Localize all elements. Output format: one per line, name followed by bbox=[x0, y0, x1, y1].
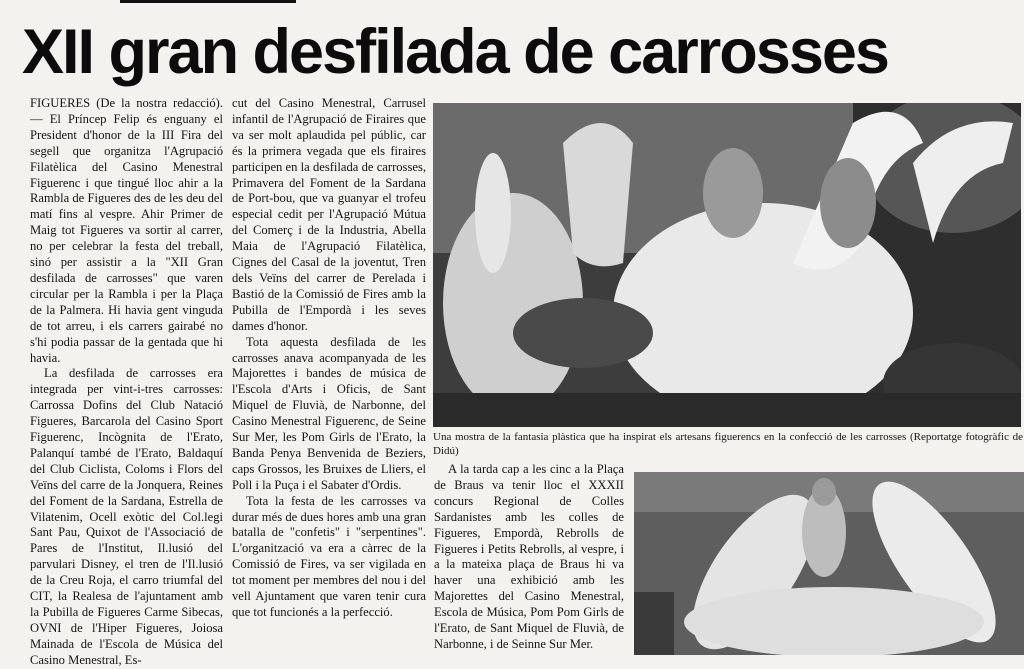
paragraph: cut del Casino Menestral, Carrusel infantil de l'Agrupació de Firaires que va ser molt aplaudida pel públic, car és la primera vegada que els firaires participen en la desfilada de carrosses, Primavera del Foment de la Sardana de Port-bou, que va guanyar el trofeu especial cedit per l'Agrupació Mútua del Comerç i de la Industria, Abella Maia de l'Agrupació Filatèlica, Cignes del Casal de la joventut, Tren dels Veïns del carrer de Perelada i Bastió de la Comissió de Fires amb la Pubilla de l'Empordà i les seves dames d'honor. bbox=[232, 96, 426, 333]
article-column-1 bbox=[30, 96, 223, 669]
paragraph: FIGUERES (De la nostra redacció).— El Príncep Felip és enguany el President d'honor de la III Fira del segell que organitza l'Agrupació Filatèlica del Casino Menestral Figuerenc i que tingué lloc ahir a la Rambla de Figueres des de les deu del matí fins al vespre. Ahir Primer de Maig tot Figueres va sortir al carrer, no per celebrar la festa del treball, sinó per assistir a la "XII Gran desfilada de carrosses" que varen circular per la Rambla i per la Plaça de la Palmera. Hi havia gent vinguda de tot arreu, i els carrers gairabé no s'hi podia passar de la gentada que hi havia. bbox=[30, 96, 223, 365]
photo-caption: Una mostra de la fantasia plàstica que ha inspirat els artesans figuerencs en la confecció de les carrosses (Reportatge fotogràfic de Didú) bbox=[433, 431, 1023, 457]
paragraph: Tota aquesta desfilada de les carrosses anava acompanyada de les Majorettes i bandes de música de l'Escola d'Arts i Oficis, de Sant Miquel de Fluvià, de Narbonne, del Casino Menestral Figuerenc, de Seine Sur Mer, les Pom Girls de l'Erato, la Banda Penya Benvenida de Beziers, caps Grossos, les Bruixes de Lliers, el Poll i la Puça i el Sabater d'Ordis. bbox=[232, 334, 426, 492]
parade-float-photo bbox=[433, 103, 1021, 427]
sardana-float-photo bbox=[634, 472, 1024, 655]
paragraph: Tota la festa de les carrosses va durar més de dues hores amb una gran batalla de "confetis" i "serpentines". L'organització va era a càrrec de la Comissió de Fires, va ser vigilada en tot moment per membres del nou i del vell Ajuntament que varen tenir cura que tot funcionés a la perfecció. bbox=[232, 493, 426, 619]
article-column-2 bbox=[232, 96, 426, 621]
article-column-3 bbox=[434, 462, 624, 653]
paragraph: A la tarda cap a les cinc a la Plaça de Braus va tenir lloc el XXXII concurs Regional de Colles Sardanistes amb les colles de Figueres, Empordà, Rebrolls de Figueres i Petits Rebrolls, al vespre, i a la mateixa plaça de Braus hi va haver una exhibició amb les Majorettes del Casino Menestral, Escola de Música, Pom Pom Girls de l'Erato, de Sant Miquel de Fluvià, de Narbonne, i de Seinne Sur Mer. bbox=[434, 462, 624, 651]
top-rule bbox=[120, 0, 296, 3]
paragraph: La desfilada de carrosses era integrada per vint-i-tres carrosses: Carrossa Dofins del Club Natació Figueres, Barcarola del Casino Sport Figuerenc, Incògnita de l'Erato, Palanquí també de l'Erato, Baldaquí del Club Ciclista, Coloms i Flors del Veïns del carre de la Jonquera, Reines del Foment de la Sardana, Estrella de Vilatenim, Ocell exòtic del Col.legi Sant Pau, Quixot de l'Associació de Pares de l'Institut, Il.lusió del parvulari Disney, el tren de l'Il.lusió de la Creu Roja, el carro triumfal del CIT, la Realesa de l'ajuntament amb la Pubilla de Figueres Carme Sibecas, OVNI de l'Hiper Figueres, Joiosa Mainada de l'Escola de Música del Casino Menestral, Es- bbox=[30, 366, 223, 667]
headline: XII gran desfilada de carrosses bbox=[22, 17, 888, 87]
